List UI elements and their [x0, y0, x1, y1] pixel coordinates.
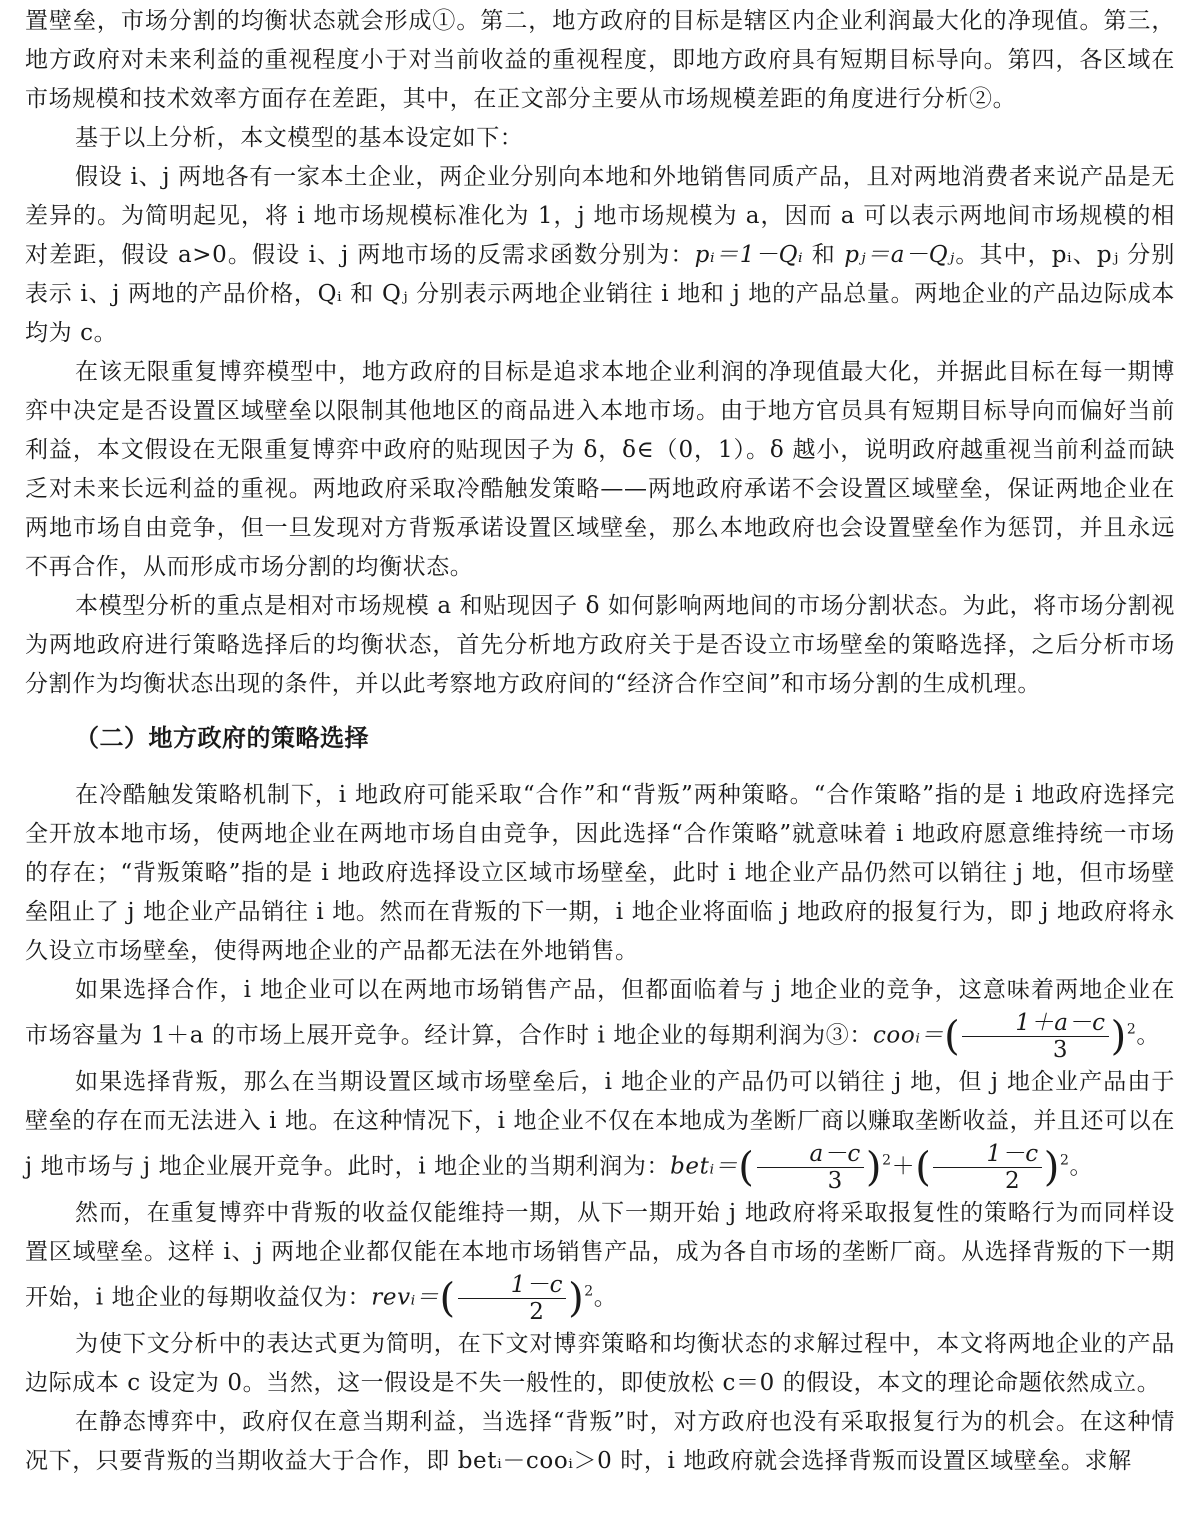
paragraph-7 [25, 971, 1175, 1063]
right-paren: ) [568, 1275, 585, 1322]
paragraph-6: 在冷酷触发策略机制下，i 地政府可能采取“合作”和“背叛”两种策略。“合作策略”指的是 i 地政府选择完全开放本地市场，使两地企业在两地市场自由竞争，因此选择“合作策略”就意味着 i 地政府愿意维持统一市场的存在；“背叛策略”指的是 i 地政府选择设立区域市场壁垒，此时 i 地企业产品仍然可以销往 j 地，但市场壁垒阻止了 j 地企业产品销往 i 地。然而在背叛的下一期，i 地企业将面临 j 地政府的报复行为，即 j 地政府将永久设立市场壁垒，使得两地企业的产品都无法在外地销售。 [25, 782, 1175, 964]
inverse-demand-i: pᵢ＝1－Qᵢ [694, 242, 804, 268]
coo-denominator: 3 [1052, 1037, 1069, 1063]
bet-fraction-1 [757, 1141, 864, 1194]
paragraph-9 [25, 1194, 1175, 1325]
bet-formula-lhs: betᵢ＝ [670, 1153, 739, 1180]
paragraph-11: 在静态博弈中，政府仅在意当期利益，当选择“背叛”时，对方政府也没有采取报复行为的机会。在这种情况下，只要背叛的当期收益大于合作，即 betᵢ－cooᵢ＞0 时，i 地政府就会选择背叛而设置区域壁垒。求解 [25, 1409, 1175, 1474]
right-paren: ) [865, 1144, 883, 1191]
rev-formula-lhs: revᵢ＝ [371, 1284, 440, 1311]
paragraph-8-text: 如果选择背叛，那么在当期设置区域市场壁垒后，i 地企业的产品仍可以销往 j 地，但 j 地企业产品由于壁垒的存在而无法进入 i 地。在这种情况下，i 地企业不仅在本地成为垄断厂商以赚取垄断收益，并且还可以在 j 地市场与 j 地企业展开竞争。此时，i 地企业的当期利润为： [25, 1069, 1175, 1180]
rev-fraction [458, 1272, 566, 1325]
paragraph-1: 置壁垒，市场分割的均衡状态就会形成①。第二，地方政府的目标是辖区内企业利润最大化的净现值。第三，地方政府对未来利益的重视程度小于对当前收益的重视程度，即地方政府具有短期目标导向。第四，各区域在市场规模和技术效率方面存在差距，其中，在正文部分主要从市场规模差距的角度进行分析②。 [25, 8, 1175, 112]
rev-exponent: 2 [584, 1283, 594, 1300]
coo-exponent: 2 [1126, 1021, 1137, 1038]
bet-numerator-2: 1－c [933, 1141, 1041, 1168]
bet-exponent-1: 2 [882, 1152, 892, 1169]
bet-exponent-2: 2 [1060, 1152, 1070, 1169]
paragraph-3-text-b: 。其中，pᵢ、pⱼ 分别表示 i、j 两地的产品价格，Qᵢ 和 Qⱼ 分别表示两地企业销往 i 地和 j 地的产品总量。两地企业的产品边际成本均为 c。 [25, 242, 1175, 346]
paragraph-10: 为使下文分析中的表达式更为简明，在下文对博弈策略和均衡状态的求解过程中，本文将两地企业的产品边际成本 c 设定为 0。当然，这一假设是不失一般性的，即使放松 c＝0 的假设，本文的理论命题依然成立。 [25, 1331, 1175, 1396]
section-heading: （二）地方政府的策略选择 [75, 724, 369, 752]
inverse-demand-j: pⱼ＝a－Qⱼ [844, 242, 955, 268]
paragraph-3-and: 和 [803, 242, 845, 268]
coo-numerator: 1＋a－c [962, 1010, 1108, 1037]
bet-plus: ＋ [891, 1153, 916, 1180]
bet-fraction-2 [933, 1141, 1041, 1194]
left-paren: ( [915, 1144, 932, 1191]
coo-formula-lhs: cooᵢ＝ [872, 1022, 945, 1049]
right-paren: ) [1043, 1144, 1061, 1191]
right-paren: ) [1110, 1013, 1127, 1060]
paragraph-4: 在该无限重复博弈模型中，地方政府的目标是追求本地企业利润的净现值最大化，并据此目标在每一期博弈中决定是否设置区域壁垒以限制其他地区的商品进入本地市场。由于地方官员具有短期目标导向而偏好当前利益，本文假设在无限重复博弈中政府的贴现因子为 δ，δ∈（0，1）。δ 越小，说明政府越重视当前利益而缺乏对未来长远利益的重视。两地政府采取冷酷触发策略——两地政府承诺不会设置区域壁垒，保证两地企业在两地市场自由竞争，但一旦发现对方背叛承诺设置区域壁垒，那么本地政府也会设置壁垒作为惩罚，并且永远不再合作，从而形成市场分割的均衡状态。 [25, 359, 1175, 580]
left-paren: ( [439, 1275, 456, 1322]
left-paren: ( [944, 1013, 961, 1060]
coo-fraction [962, 1010, 1108, 1063]
rev-end: 。 [593, 1284, 618, 1311]
bet-end: 。 [1069, 1153, 1094, 1180]
paragraph-5: 本模型分析的重点是相对市场规模 a 和贴现因子 δ 如何影响两地间的市场分割状态。为此，将市场分割视为两地政府进行策略选择后的均衡状态，首先分析地方政府关于是否设立市场壁垒的策略选择，之后分析市场分割作为均衡状态出现的条件，并以此考察地方政府间的“经济合作空间”和市场分割的生成机理。 [25, 593, 1175, 697]
paragraph-9-text: 然而，在重复博弈中背叛的收益仅能维持一期，从下一期开始 j 地政府将采取报复性的策略行为而同样设置区域壁垒。这样 i、j 两地企业都仅能在本地市场销售产品，成为各自市场的垄断厂商。从选择背叛的下一期开始，i 地企业的每期收益仅为： [25, 1200, 1175, 1311]
coo-end: 。 [1136, 1022, 1160, 1049]
paragraph-3 [25, 158, 1175, 353]
rev-numerator: 1－c [458, 1272, 566, 1299]
bet-denominator-1: 3 [827, 1168, 843, 1194]
rev-denominator: 2 [529, 1299, 545, 1325]
bet-denominator-2: 2 [1005, 1168, 1021, 1194]
paragraph-3-text-a: 假设 i、j 两地各有一家本土企业，两企业分别向本地和外地销售同质产品，且对两地消费者来说产品是无差异的。为简明起见，将 i 地市场规模标准化为 1，j 地市场规模为 a，因而 a 可以表示两地间市场规模的相对差距，假设 a>0。假设 i、j 两地市场的反需求函数分别为： [25, 164, 1175, 268]
left-paren: ( [738, 1144, 755, 1191]
paragraph-7-text: 如果选择合作，i 地企业可以在两地市场销售产品，但都面临着与 j 地企业的竞争，这意味着两地企业在市场容量为 1＋a 的市场上展开竞争。经计算，合作时 i 地企业的每期利润为③： [25, 977, 1175, 1049]
paragraph-2: 基于以上分析，本文模型的基本设定如下： [75, 125, 524, 151]
paragraph-8 [25, 1063, 1175, 1194]
bet-numerator-1: a－c [757, 1141, 864, 1168]
article-page [25, 0, 1175, 1481]
